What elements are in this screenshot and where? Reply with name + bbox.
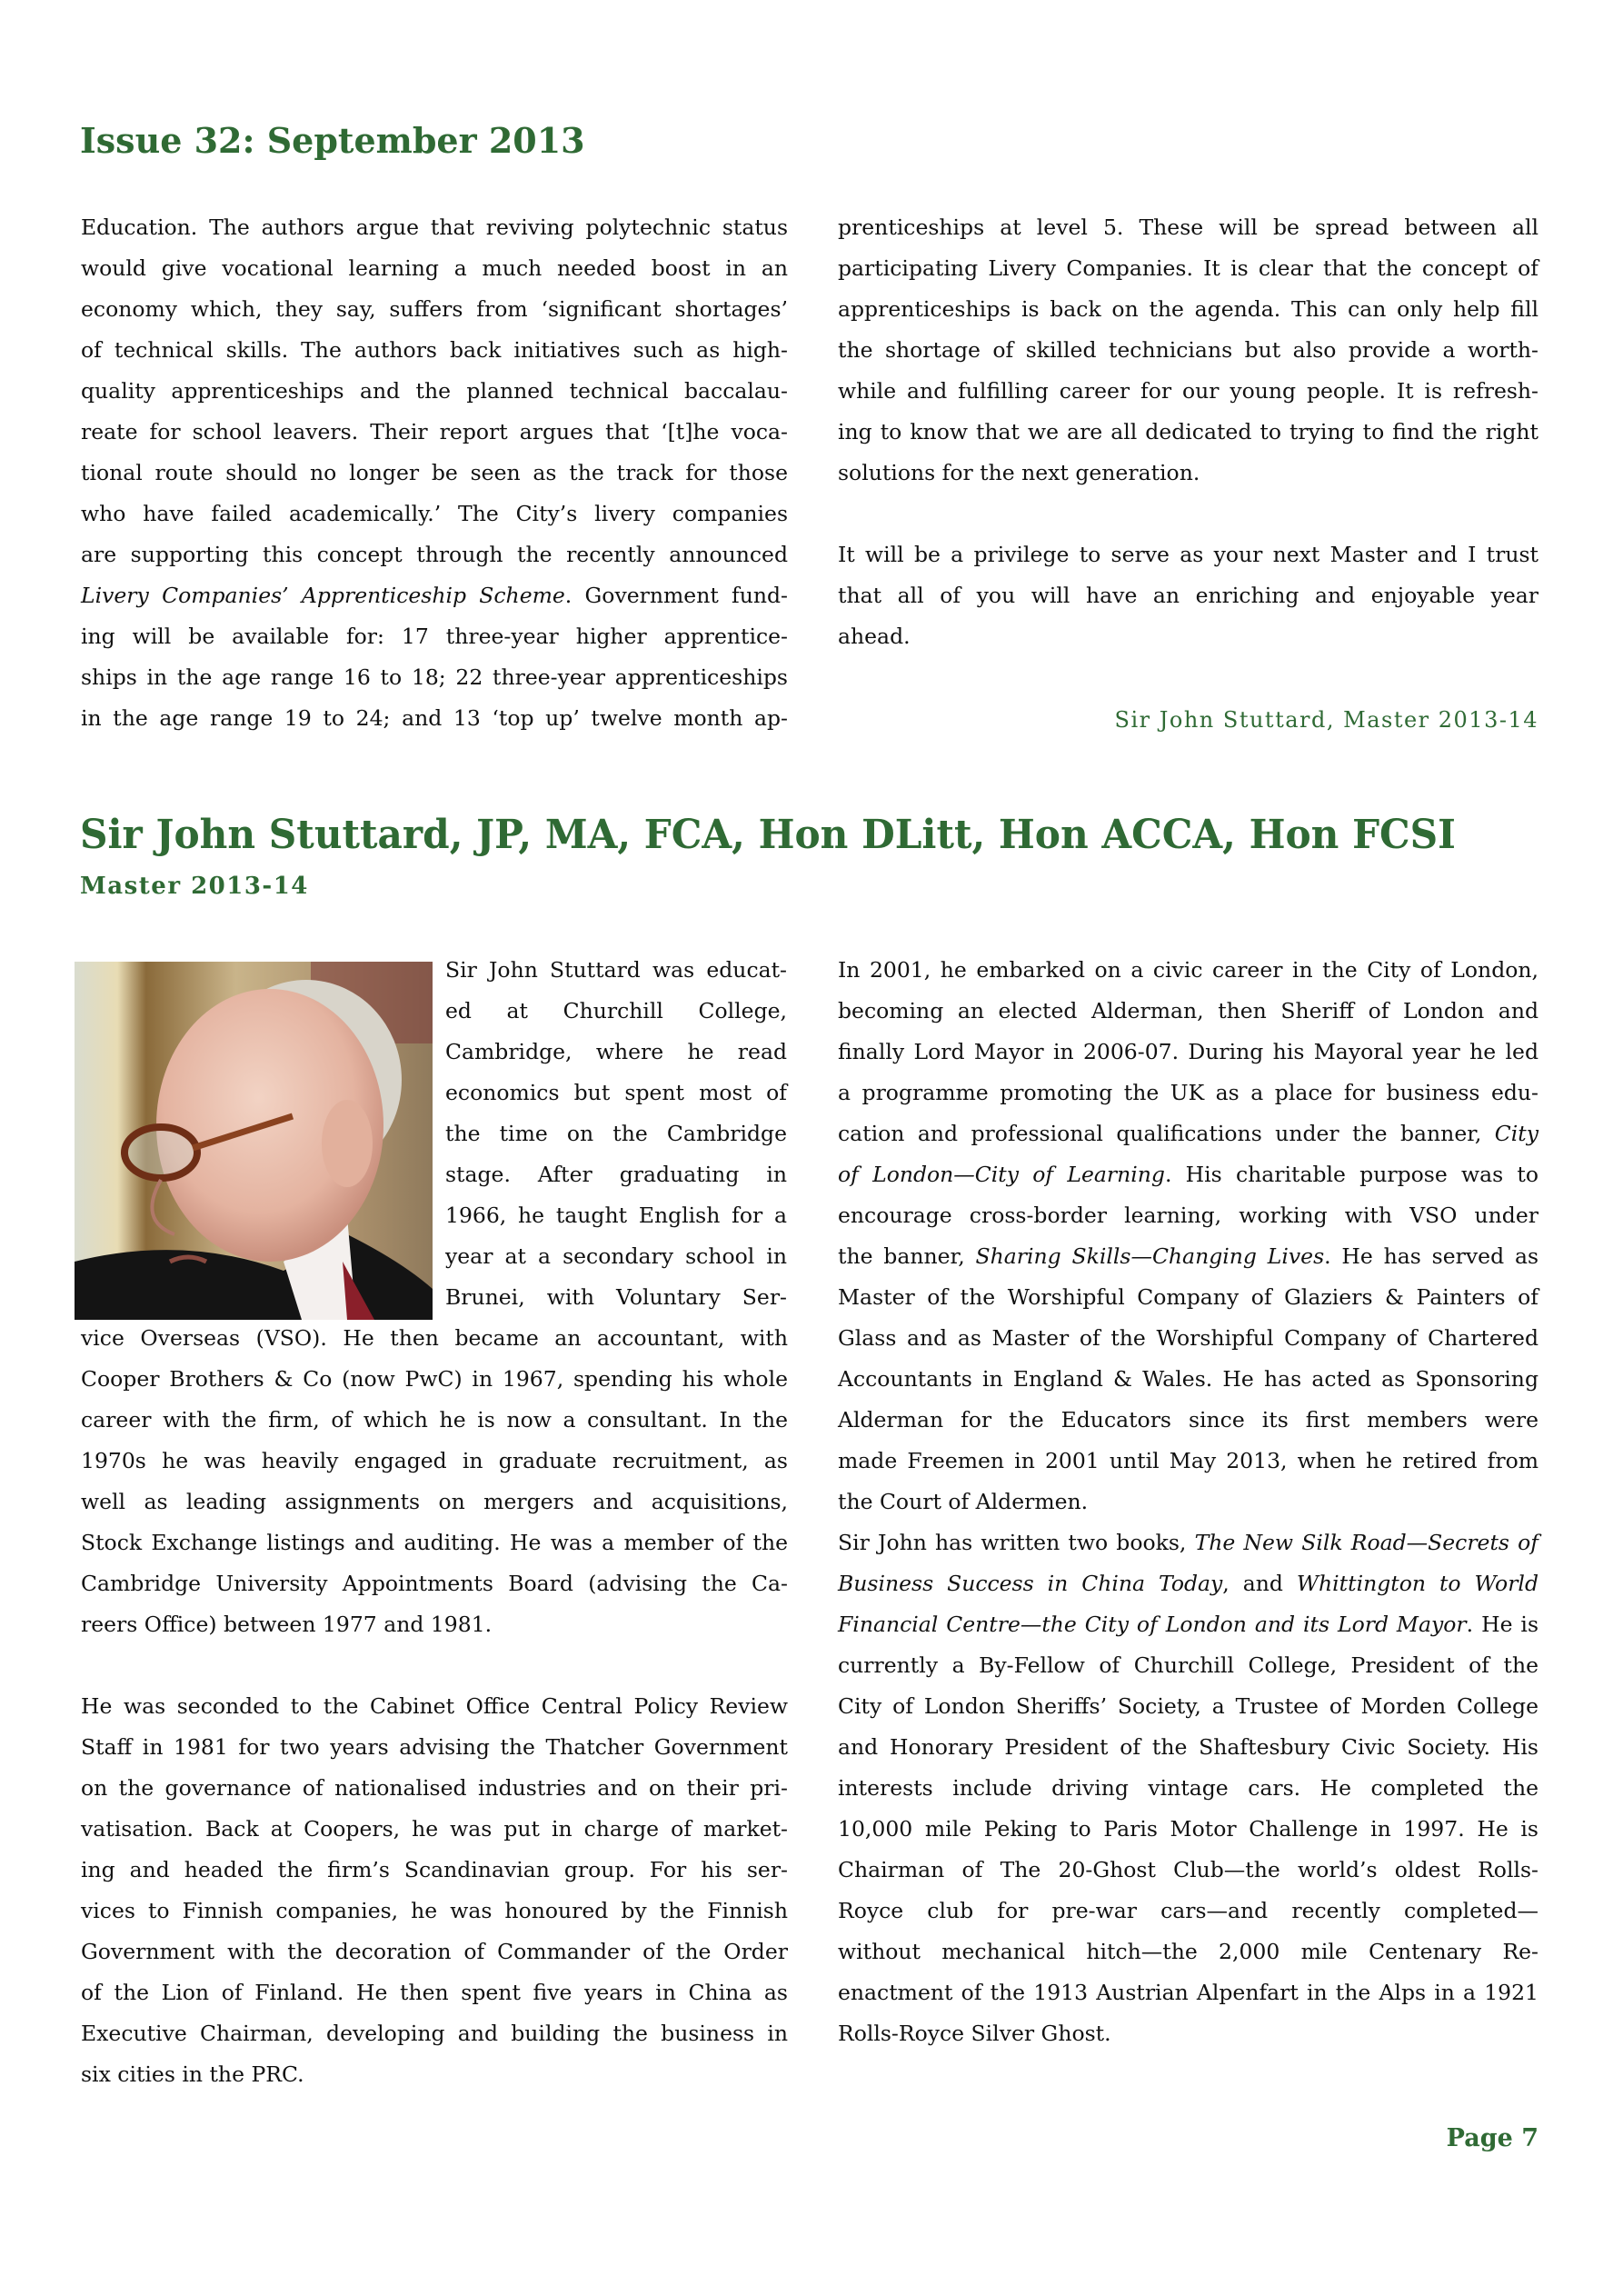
text-line: the shortage of skilled technicians but also provide a worth-: [838, 337, 1538, 363]
text-line: enactment of the 1913 Austrian Alpenfart in the Alps in a 1921: [838, 1980, 1538, 2005]
text-line: currently a By-Fellow of Churchill College, President of the: [838, 1652, 1538, 1678]
text-line: It will be a privilege to serve as your next Master and I trust: [838, 542, 1538, 567]
text-line: Brunei, with Voluntary Ser-: [445, 1284, 787, 1310]
text-line: who have failed academically.’ The City’s livery companies: [81, 501, 788, 526]
text-line: a programme promoting the UK as a place for business edu-: [838, 1080, 1538, 1105]
text-line: year at a secondary school in: [445, 1243, 787, 1269]
text-line: Sir John Stuttard was educat-: [445, 957, 787, 983]
text-line: ahead.: [838, 624, 911, 649]
text-line: reers Office) between 1977 and 1981.: [81, 1612, 493, 1637]
text-line: and Honorary President of the Shaftesbury Civic Society. His: [838, 1734, 1538, 1760]
portrait-image: [75, 962, 433, 1320]
text-line: cation and professional qualifications under the banner, City: [838, 1121, 1538, 1146]
text-line: Staff in 1981 for two years advising the Thatcher Government: [81, 1734, 788, 1760]
text-line: ing and headed the firm’s Scandinavian group. For his ser-: [81, 1857, 788, 1882]
signature: Sir John Stuttard, Master 2013-14: [1114, 707, 1538, 733]
text-line: Cambridge, where he read: [445, 1039, 787, 1064]
text-line: that all of you will have an enriching and enjoyable year: [838, 583, 1538, 608]
text-line: economics but spent most of: [445, 1080, 787, 1105]
text-line: Master of the Worshipful Company of Glaziers & Painters of: [838, 1284, 1538, 1310]
text-line: Alderman for the Educators since its first members were: [838, 1407, 1538, 1433]
text-line: ing will be available for: 17 three-year higher apprentice-: [81, 624, 788, 649]
text-line: becoming an elected Alderman, then Sheriff of London and: [838, 998, 1538, 1023]
text-line: 1966, he taught English for a: [445, 1203, 787, 1228]
text-line: without mechanical hitch—the 2,000 mile Centenary Re-: [838, 1939, 1538, 1964]
text-line: 1970s he was heavily engaged in graduate recruitment, as: [81, 1448, 788, 1473]
profile-title: Sir John Stuttard, JP, MA, FCA, Hon DLitt, Hon ACCA, Hon FCSI: [80, 812, 1456, 858]
page-number: Page 7: [1446, 2124, 1538, 2152]
text-line: Cambridge University Appointments Board (advising the Ca-: [81, 1571, 788, 1596]
text-line: the time on the Cambridge: [445, 1121, 787, 1146]
text-line: quality apprenticeships and the planned technical baccalau-: [81, 378, 788, 404]
issue-title: Issue 32: September 2013: [80, 120, 585, 161]
text-line: of technical skills. The authors back initiatives such as high-: [81, 337, 788, 363]
text-line: Business Success in China Today, and Whittington to World: [838, 1571, 1538, 1596]
text-line: reate for school leavers. Their report argues that ‘[t]he voca-: [81, 419, 788, 444]
text-line: while and fulfilling career for our young people. It is refresh-: [838, 378, 1538, 404]
text-line: career with the firm, of which he is now a consultant. In the: [81, 1407, 788, 1433]
text-line: economy which, they say, suffers from ‘significant shortages’: [81, 296, 788, 322]
text-line: City of London Sheriffs’ Society, a Trustee of Morden College: [838, 1693, 1538, 1719]
text-line: vice Overseas (VSO). He then became an accountant, with: [81, 1325, 788, 1351]
text-line: Education. The authors argue that reviving polytechnic status: [81, 215, 788, 240]
text-line: the banner, Sharing Skills—Changing Lives. He has served as: [838, 1243, 1539, 1269]
text-line: made Freemen in 2001 until May 2013, when he retired from: [838, 1448, 1538, 1473]
text-line: well as leading assignments on mergers and acquisitions,: [81, 1489, 788, 1514]
text-line: He was seconded to the Cabinet Office Central Policy Review: [81, 1693, 788, 1719]
text-line: ships in the age range 16 to 18; 22 three-year apprenticeships: [81, 664, 788, 690]
text-line: Chairman of The 20-Ghost Club—the world’s oldest Rolls-: [838, 1857, 1538, 1882]
profile-subtitle: Master 2013-14: [80, 873, 309, 900]
text-line: Royce club for pre-war cars—and recently completed—: [838, 1898, 1538, 1923]
text-line: Rolls-Royce Silver Ghost.: [838, 2021, 1111, 2046]
text-line: of the Lion of Finland. He then spent five years in China as: [81, 1980, 788, 2005]
text-line: Stock Exchange listings and auditing. He was a member of the: [81, 1530, 788, 1555]
text-line: participating Livery Companies. It is clear that the concept of: [838, 255, 1538, 281]
portrait-photo: [75, 962, 433, 1320]
text-line: ed at Churchill College,: [445, 998, 787, 1023]
text-line: vices to Finnish companies, he was honoured by the Finnish: [81, 1898, 788, 1923]
text-line: six cities in the PRC.: [81, 2061, 304, 2087]
text-line: vatisation. Back at Coopers, he was put in charge of market-: [81, 1816, 788, 1842]
text-line: Financial Centre—the City of London and its Lord Mayor. He is: [838, 1612, 1538, 1637]
text-line: Glass and as Master of the Worshipful Company of Chartered: [838, 1325, 1538, 1351]
text-line: finally Lord Mayor in 2006-07. During his Mayoral year he led: [838, 1039, 1538, 1064]
text-line: of London—City of Learning. His charitable purpose was to: [838, 1162, 1538, 1187]
text-line: interests include driving vintage cars. He completed the: [838, 1775, 1538, 1801]
text-line: stage. After graduating in: [445, 1162, 787, 1187]
text-line: apprenticeships is back on the agenda. This can only help fill: [838, 296, 1538, 322]
text-line: in the age range 19 to 24; and 13 ‘top up’ twelve month ap-: [81, 705, 788, 731]
text-line: on the governance of nationalised industries and on their pri-: [81, 1775, 788, 1801]
text-line: Livery Companies’ Apprenticeship Scheme. Government fund-: [81, 583, 789, 608]
text-line: Executive Chairman, developing and building the business in: [81, 2021, 788, 2046]
text-line: are supporting this concept through the recently announced: [81, 542, 788, 567]
text-line: In 2001, he embarked on a civic career in the City of London,: [838, 957, 1538, 983]
text-line: prenticeships at level 5. These will be spread between all: [838, 215, 1538, 240]
text-line: Accountants in England & Wales. He has acted as Sponsoring: [838, 1366, 1538, 1392]
text-line: ing to know that we are all dedicated to trying to find the right: [838, 419, 1538, 444]
text-line: Sir John has written two books, The New Silk Road—Secrets of: [838, 1530, 1538, 1555]
text-line: would give vocational learning a much needed boost in an: [81, 255, 788, 281]
text-line: Government with the decoration of Commander of the Order: [81, 1939, 788, 1964]
text-line: Cooper Brothers & Co (now PwC) in 1967, spending his whole: [81, 1366, 788, 1392]
text-line: the Court of Aldermen.: [838, 1489, 1089, 1514]
text-line: tional route should no longer be seen as the track for those: [81, 460, 788, 485]
text-line: 10,000 mile Peking to Paris Motor Challenge in 1997. He is: [838, 1816, 1538, 1842]
text-line: encourage cross-border learning, working with VSO under: [838, 1203, 1538, 1228]
text-line: solutions for the next generation.: [838, 460, 1200, 485]
